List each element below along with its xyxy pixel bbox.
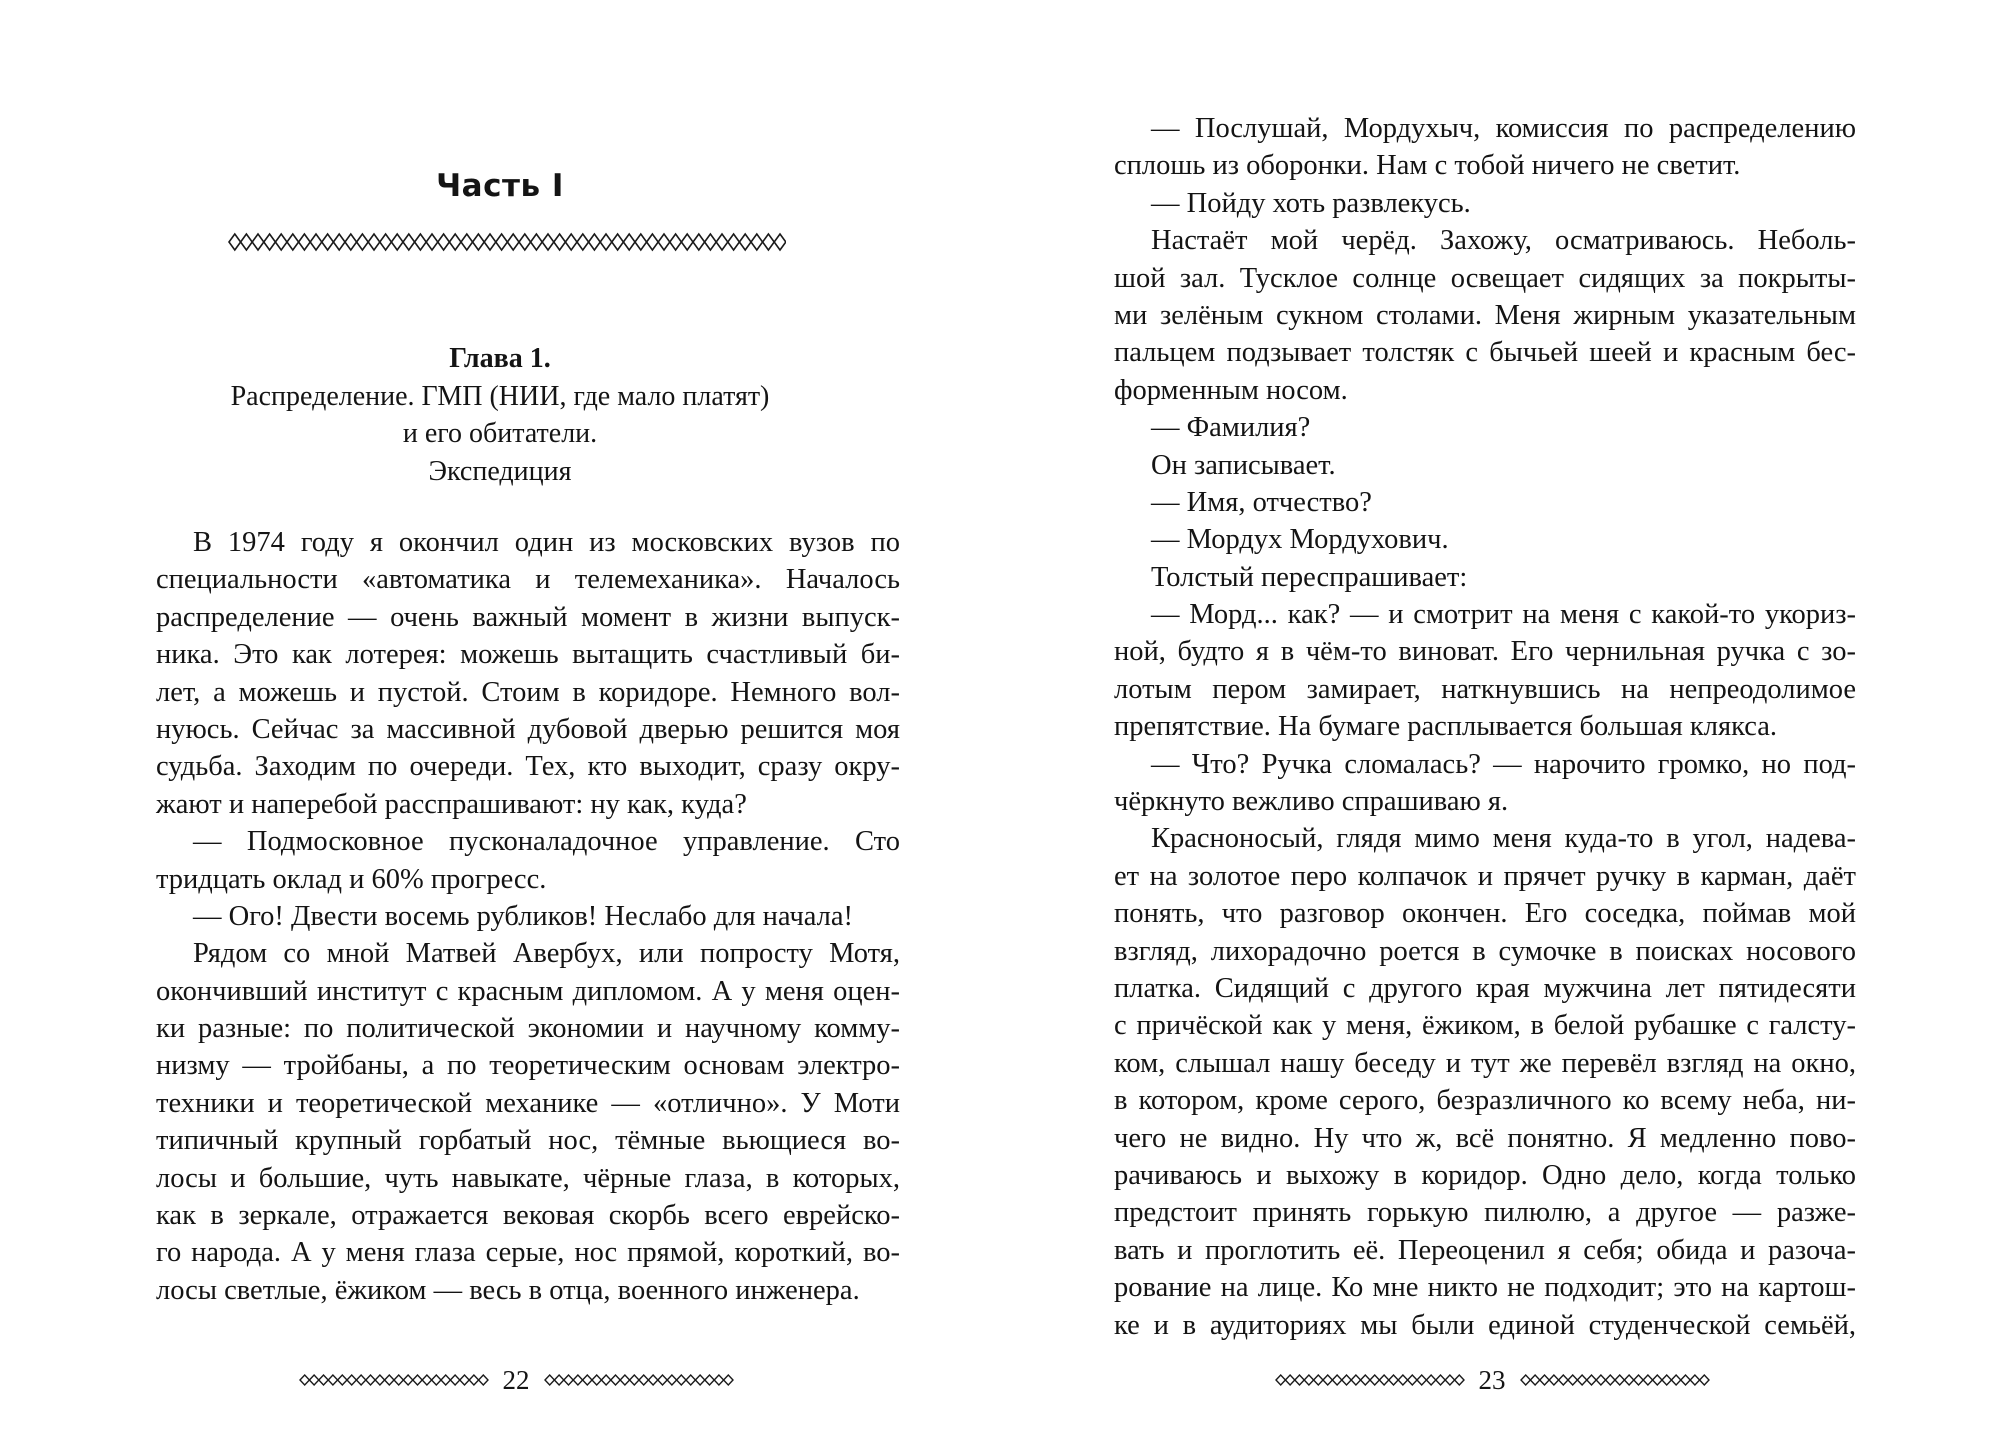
part-ornament: [228, 232, 786, 252]
text-line: — Мордух Мордухович.: [1151, 524, 1449, 556]
right-page: [1000, 0, 2000, 1455]
text-line: форменным носом.: [1114, 374, 1348, 406]
text-line: — Фамилия?: [1151, 412, 1311, 444]
text-line: платка. Сидящий с другого края мужчина лет пятидесяти: [1114, 972, 1856, 1004]
text-line: чёркнуто вежливо спрашиваю я.: [1114, 786, 1509, 818]
text-line: низму — тройбаны, а по теоретическим основам электро-: [156, 1050, 900, 1082]
footer-ornament-left: [1275, 1373, 1465, 1387]
text-line: специальности «автоматика и телемеханика». Началось: [156, 564, 900, 596]
chapter-subtitle-line: и его обитатели.: [402, 418, 598, 449]
chapter-number: Глава 1.: [449, 343, 551, 374]
text-line: шой зал. Тусклое солнце освещает сидящих за покрыты-: [1114, 262, 1856, 294]
text-line: — Что? Ручка сломалась? — нарочито громко, но под-: [1151, 748, 1856, 780]
text-line: лосы светлые, ёжиком — весь в отца, военного инженера.: [156, 1274, 860, 1306]
text-line: тридцать оклад и 60% прогресс.: [156, 863, 547, 895]
text-line: взгляд, лихорадочно роется в сумочке в поисках носового: [1114, 935, 1856, 967]
footer-ornament-left: [299, 1373, 489, 1387]
text-line: понять, что разговор окончен. Его соседка, поймав мой: [1114, 898, 1856, 930]
text-line: Он записывает.: [1151, 449, 1336, 481]
text-line: судьба. Заходим по очереди. Тех, кто выходит, сразу окру-: [156, 751, 900, 783]
text-line: лосы и большие, чуть навыкате, чёрные глаза, в которых,: [156, 1162, 900, 1194]
text-line: пальцем подзывает толстяк с бычьей шеей и красным бес-: [1114, 337, 1856, 369]
text-line: ет на золотое перо колпачок и прячет ручку в карман, даёт: [1114, 860, 1856, 892]
text-line: В 1974 году я окончил один из московских вузов по: [193, 527, 900, 558]
text-line: ки разные: по политической экономии и научному комму-: [156, 1013, 900, 1045]
text-line: рование на лице. Ко мне никто не подходит; это на картош-: [1114, 1272, 1856, 1304]
text-line: ком, слышал нашу беседу и тут же перевёл взгляд на окно,: [1114, 1047, 1856, 1079]
text-line: ми зелёным сукном столами. Меня жирным указательным: [1114, 299, 1856, 331]
footer-ornament-right: [1520, 1373, 1710, 1387]
chapter-subtitle-line: Распределение. ГМП (НИИ, где мало платят): [230, 380, 770, 412]
text-line: сплошь из оборонки. Нам с тобой ничего не светит.: [1114, 150, 1741, 182]
text-line: лет, а можешь и пустой. Стоим в коридоре. Немного вол-: [156, 676, 900, 708]
text-line: типичный крупный горбатый нос, тёмные вьющиеся во-: [156, 1125, 900, 1157]
text-line: — Ого! Двести восемь рубликов! Неслабо для начала!: [193, 900, 854, 932]
text-line: препятствие. На бумаге расплывается большая клякса.: [1114, 711, 1778, 743]
right-body-text: [1114, 110, 1856, 1344]
text-line: Красноносый, глядя мимо меня куда-то в угол, надева-: [1151, 823, 1856, 855]
part-title: Часть I: [436, 168, 564, 204]
text-line: ной, будто я в чём-то виноват. Его чернильная ручка с зо-: [1114, 636, 1856, 668]
text-line: ке и в аудиториях мы были единой студенческой семьёй,: [1114, 1309, 1856, 1341]
text-line: — Морд... как? — и смотрит на меня с какой-то укориз-: [1151, 599, 1856, 631]
chapter-heading: [0, 340, 1000, 490]
text-line: вать и проглотить её. Переоценил я себя; обида и разоча-: [1114, 1234, 1856, 1266]
left-footer: [296, 1365, 736, 1395]
text-line: — Пойду хоть развлекусь.: [1151, 187, 1471, 219]
text-line: ника. Это как лотерея: можешь вытащить счастливый би-: [156, 639, 900, 671]
text-line: нуюсь. Сейчас за массивной дубовой дверью решится моя: [156, 713, 900, 745]
text-line: предстоит принять горькую пилюлю, а другое — разже-: [1114, 1197, 1856, 1229]
footer-ornament-right: [544, 1373, 734, 1387]
text-line: Толстый переспрашивает:: [1151, 561, 1468, 593]
left-body-text: [156, 524, 900, 1309]
page-number: 23: [1478, 1365, 1506, 1395]
text-line: жают и наперебой расспрашивают: ну как, куда?: [156, 788, 747, 820]
text-line: Настаёт мой черёд. Захожу, осматриваюсь. Неболь-: [1151, 225, 1856, 257]
right-footer: [1272, 1365, 1712, 1395]
text-line: — Подмосковное пусконаладочное управление. Сто: [193, 826, 900, 858]
text-line: с причёской как у меня, ёжиком, в белой рубашке с галсту-: [1114, 1010, 1856, 1042]
text-line: — Послушай, Мордухыч, комиссия по распределению: [1151, 113, 1856, 144]
page-number: 22: [502, 1365, 530, 1395]
text-line: лотым пером замирает, наткнувшись на непреодолимое: [1114, 673, 1856, 705]
text-line: — Имя, отчество?: [1151, 486, 1372, 518]
text-line: Рядом со мной Матвей Авербух, или попросту Мотя,: [193, 938, 900, 970]
chapter-subtitle-line: Экспедиция: [428, 455, 572, 487]
text-line: чего не видно. Ну что ж, всё понятно. Я медленно пово-: [1114, 1122, 1856, 1154]
text-line: в котором, кроме серого, безразличного ко всему неба, ни-: [1114, 1085, 1856, 1117]
text-line: рачиваюсь и выхожу в коридор. Одно дело, когда только: [1114, 1159, 1856, 1191]
text-line: распределение — очень важный момент в жизни выпуск-: [156, 601, 900, 633]
text-line: как в зеркале, отражается вековая скорбь всего еврейско-: [156, 1200, 900, 1232]
text-line: го народа. А у меня глаза серые, нос прямой, короткий, во-: [156, 1237, 900, 1269]
text-line: окончивший институт с красным дипломом. А у меня оцен-: [156, 975, 900, 1007]
text-line: техники и теоретической механике — «отлично». У Моти: [156, 1087, 900, 1119]
